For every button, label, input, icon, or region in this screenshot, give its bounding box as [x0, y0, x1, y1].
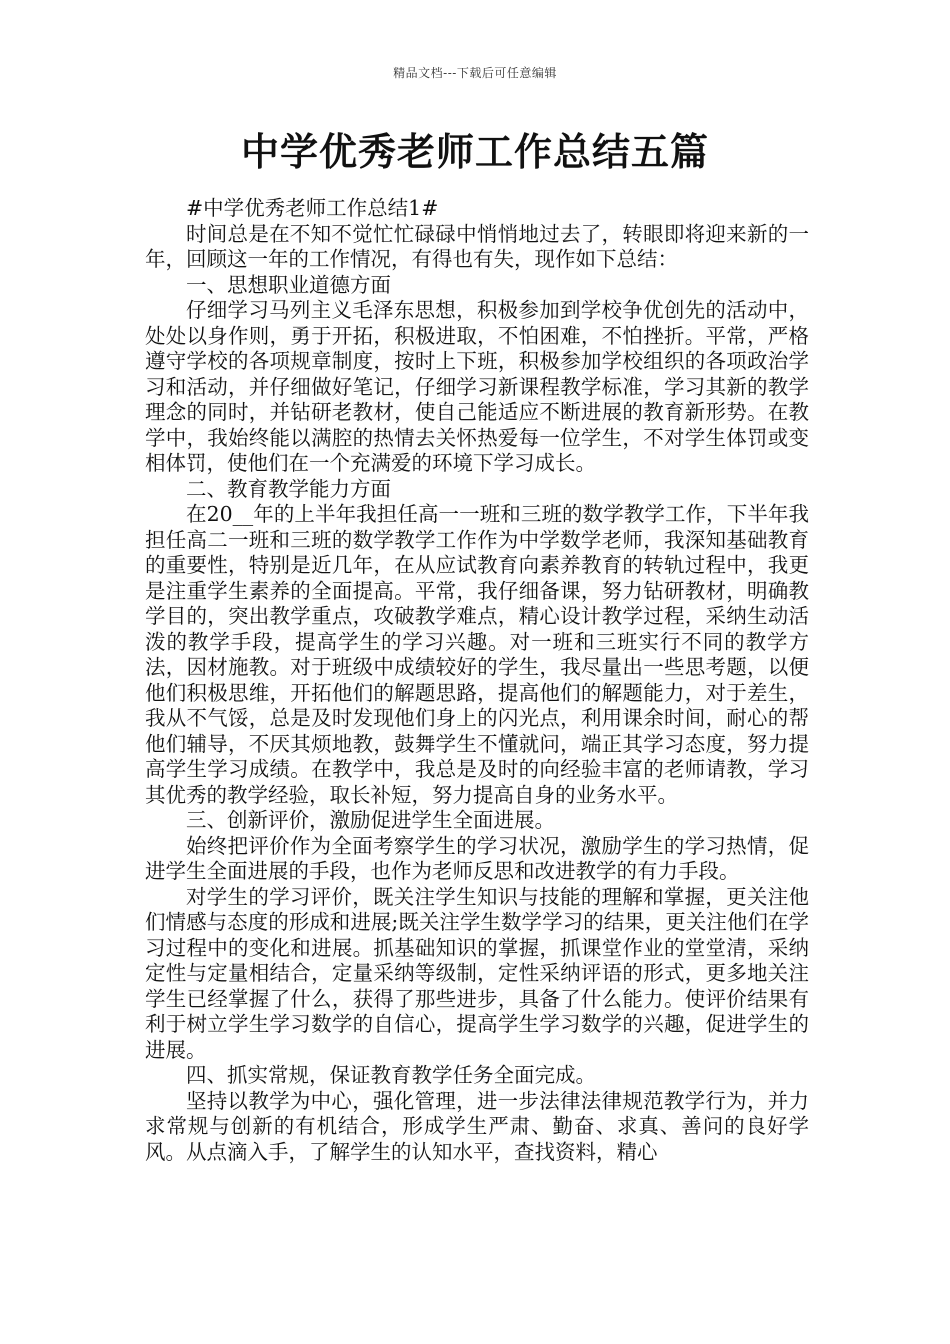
paragraph-evaluation-1: 始终把评价作为全面考察学生的学习状况，激励学生的学习热情，促进学生全面进展的手段，也作为老师反思和改进教学的有力手段。 — [145, 833, 809, 883]
paragraph-intro: 时间总是在不知不觉忙忙碌碌中悄悄地过去了，转眼即将迎来新的一年，回顾这一年的工作情况，有得也有失，现作如下总结： — [145, 221, 809, 271]
paragraph-ethics: 仔细学习马列主义毛泽东思想，积极参加到学校争优创先的活动中，处处以身作则，勇于开拓，积极进取，不怕困难，不怕挫折。平常，严格遵守学校的各项规章制度，按时上下班，积极参加学校组织的各项政治学习和活动，并仔细做好笔记，仔细学习新课程教学标准，学习其新的教学理念的同时，并钻研老教材，使自己能适应不断进展的教育新形势。在教学中，我始终能以满腔的热情去关怀热爱每一位学生，不对学生体罚或变相体罚，使他们在一个充满爱的环境下学习成长。 — [145, 298, 809, 475]
subheading-routine: 四、抓实常规，保证教育教学任务全面完成。 — [186, 1063, 596, 1087]
paragraph-teaching-ability: 在20__年的上半年我担任高一一班和三班的数学教学工作，下半年我担任高二一班和三班的数学教学工作作为中学数学老师，我深知基础教育的重要性，特别是近几年，在从应试教育向素养教育的转轨过程中，我更是注重学生素养的全面提高。平常，我仔细备课，努力钻研教材，明确教学目的，突出教学重点，攻破教学难点，精心设计教学过程，采纳生动活泼的教学手段，提高学生的学习兴趣。对一班和三班实行不同的教学方法，因材施教。对于班级中成绩较好的学生，我尽量出一些思考题，以便他们积极思维，开拓他们的解题思路，提高他们的解题能力，对于差生，我从不气馁，总是及时发现他们身上的闪光点，利用课余时间，耐心的帮他们辅导，不厌其烦地教，鼓舞学生不懂就问，端正其学习态度，努力提高学生学习成绩。在教学中，我总是及时的向经验丰富的老师请教，学习其优秀的教学经验，取长补短，努力提高自身的业务水平。 — [145, 502, 809, 807]
section-heading-1: #中学优秀老师工作总结1# — [186, 196, 439, 220]
subheading-ethics: 一、思想职业道德方面 — [186, 272, 391, 297]
subheading-evaluation: 三、创新评价，激励促进学生全面进展。 — [186, 808, 555, 832]
paragraph-evaluation-2: 对学生的学习评价，既关注学生知识与技能的理解和掌握，更关注他们情感与态度的形成和进展;既关注学生数学学习的结果，更关注他们在学习过程中的变化和进展。抓基础知识的掌握，抓课堂作业的堂堂清，采纳定性与定量相结合，定量采纳等级制，定性采纳评语的形式，更多地关注学生已经掌握了什么，获得了那些进步，具备了什么能力。使评价结果有利于树立学生学习数学的自信心，提高学生学习数学的兴趣，促进学生的进展。 — [145, 884, 809, 1062]
subheading-teaching-ability: 二、教育教学能力方面 — [186, 476, 391, 501]
header-note: 精品文档---下载后可任意编辑 — [393, 66, 557, 80]
paragraph-routine: 坚持以教学为中心，强化管理，进一步法律法律规范教学行为，并力求常规与创新的有机结合，形成学生严肃、勤奋、求真、善问的良好学风。从点滴入手，了解学生的认知水平，查找资料，精心 — [145, 1088, 809, 1164]
document-title: 中学优秀老师工作总结五篇 — [240, 130, 709, 174]
document-body — [145, 196, 809, 1165]
